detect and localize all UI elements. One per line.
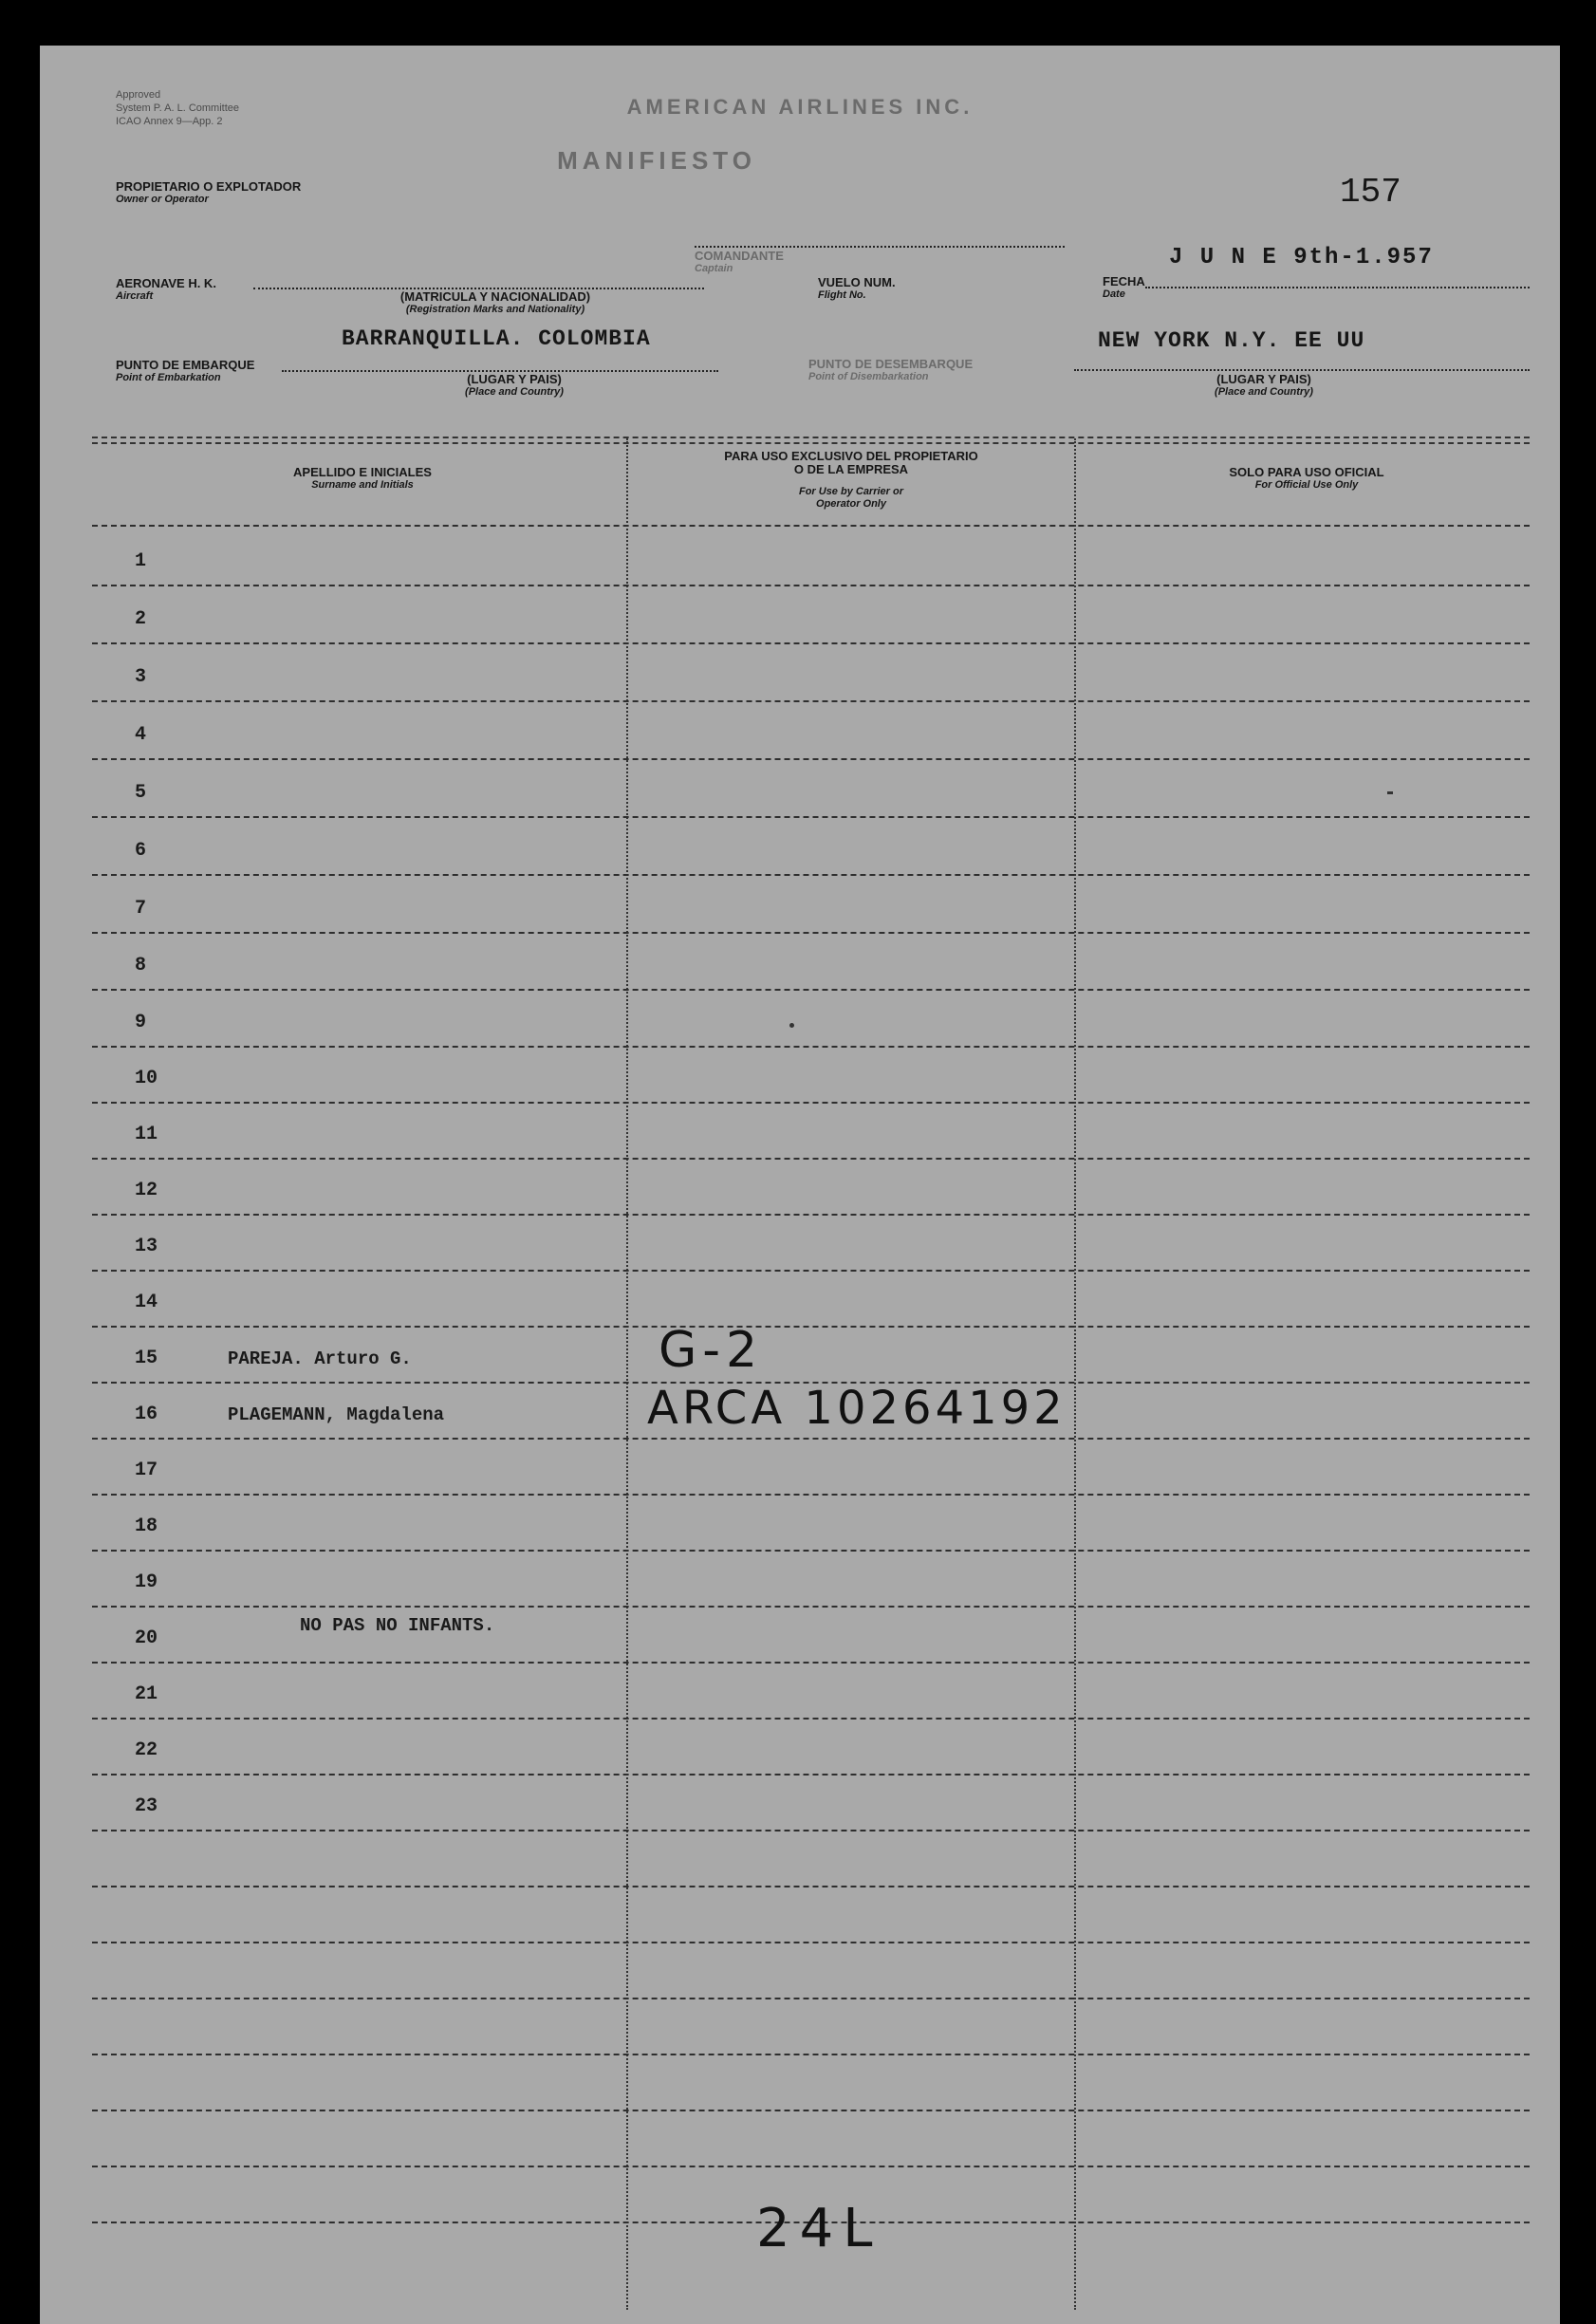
col-official-sublabel: For Official Use Only	[1254, 479, 1359, 491]
date-value: J U N E 9th-1.957	[1169, 245, 1434, 270]
row-number: 6	[135, 840, 147, 862]
flight-label: VUELO NUM.	[818, 275, 896, 289]
approval-line-2: System P. A. L. Committee	[116, 102, 240, 114]
row-number: 9	[135, 1012, 147, 1033]
disembarkation-label: PUNTO DE DESEMBARQUE	[808, 357, 974, 371]
disembarkation-value: NEW YORK N.Y. EE UU	[1098, 328, 1365, 353]
col-official-label: SOLO PARA USO OFICIAL	[1229, 465, 1384, 479]
passenger-name: PLAGEMANN, Magdalena	[228, 1404, 445, 1425]
faint-header-1: AMERICAN AIRLINES INC.	[626, 95, 974, 119]
handwritten-note: G-2	[659, 1322, 764, 1379]
approval-line-3: ICAO Annex 9—App. 2	[116, 116, 223, 127]
row-number: 23	[135, 1795, 158, 1817]
row-number: 2	[135, 608, 147, 630]
col-owner-sublabel-1: For Use by Carrier or	[798, 486, 904, 497]
passenger-name: PAREJA. Arturo G.	[228, 1348, 412, 1369]
col-owner-sublabel-2: Operator Only	[816, 498, 886, 510]
embarkation-caption: (LUGAR Y PAIS)	[467, 372, 562, 386]
embarkation-value: BARRANQUILLA. COLOMBIA	[342, 326, 651, 351]
row-number: 3	[135, 666, 147, 688]
row-number: 19	[135, 1571, 158, 1593]
disembarkation-caption: (LUGAR Y PAIS)	[1216, 372, 1311, 386]
disembarkation-sublabel: Point of Disembarkation	[808, 371, 929, 382]
row-number: 13	[135, 1236, 158, 1257]
row-number: 16	[135, 1404, 158, 1425]
date-sublabel: Date	[1103, 288, 1125, 300]
col-names-label: APELLIDO E INICIALES	[293, 465, 432, 479]
aircraft-caption-en: (Registration Marks and Nationality)	[405, 304, 585, 315]
row-number: 5	[135, 782, 147, 804]
row-number: 17	[135, 1459, 158, 1481]
embarkation-label: PUNTO DE EMBARQUE	[116, 358, 255, 372]
ink-speck	[1387, 791, 1393, 794]
owner-label: PROPIETARIO O EXPLOTADOR	[116, 179, 302, 194]
date-label: FECHA	[1103, 274, 1145, 288]
row-number: 7	[135, 898, 147, 920]
row-number: 22	[135, 1739, 158, 1761]
row-number: 12	[135, 1180, 158, 1201]
flight-sublabel: Flight No.	[818, 289, 866, 301]
row-number: 4	[135, 724, 147, 746]
ink-speck	[789, 1023, 794, 1028]
col-owner-label-1: PARA USO EXCLUSIVO DEL PROPIETARIO	[724, 449, 978, 463]
row-number: 1	[135, 550, 147, 572]
aircraft-sublabel: Aircraft	[116, 290, 154, 302]
faint-header-2: MANIFIESTO	[557, 146, 756, 175]
row-number: 15	[135, 1348, 158, 1369]
commander-sublabel: Captain	[695, 263, 733, 274]
manifest-sheet	[40, 46, 1560, 2324]
row-number: 21	[135, 1683, 158, 1705]
embarkation-caption-en: (Place and Country)	[465, 386, 564, 398]
aircraft-label: AERONAVE H. K.	[116, 276, 216, 290]
handwritten-note: ARCA 10264192	[647, 1382, 1067, 1435]
page-number: 157	[1340, 173, 1401, 212]
row-number: 8	[135, 955, 147, 976]
owner-sublabel: Owner or Operator	[116, 194, 209, 205]
approval-line-1: Approved	[116, 89, 161, 101]
commander-label: COMANDANTE	[695, 249, 784, 263]
disembarkation-caption-en: (Place and Country)	[1215, 386, 1313, 398]
handwritten-footer: 24L	[756, 2198, 882, 2259]
embarkation-sublabel: Point of Embarkation	[116, 372, 221, 383]
aircraft-caption: (MATRICULA Y NACIONALIDAD)	[399, 289, 591, 304]
row-number: 11	[135, 1124, 158, 1145]
row-number: 10	[135, 1068, 158, 1089]
col-owner-label-2: O DE LA EMPRESA	[793, 462, 909, 476]
row-number: 20	[135, 1627, 158, 1649]
col-names-sublabel: Surname and Initials	[311, 479, 414, 491]
row-number: 18	[135, 1515, 158, 1537]
no-passengers-note: NO PAS NO INFANTS.	[300, 1615, 495, 1636]
row-number: 14	[135, 1292, 158, 1313]
